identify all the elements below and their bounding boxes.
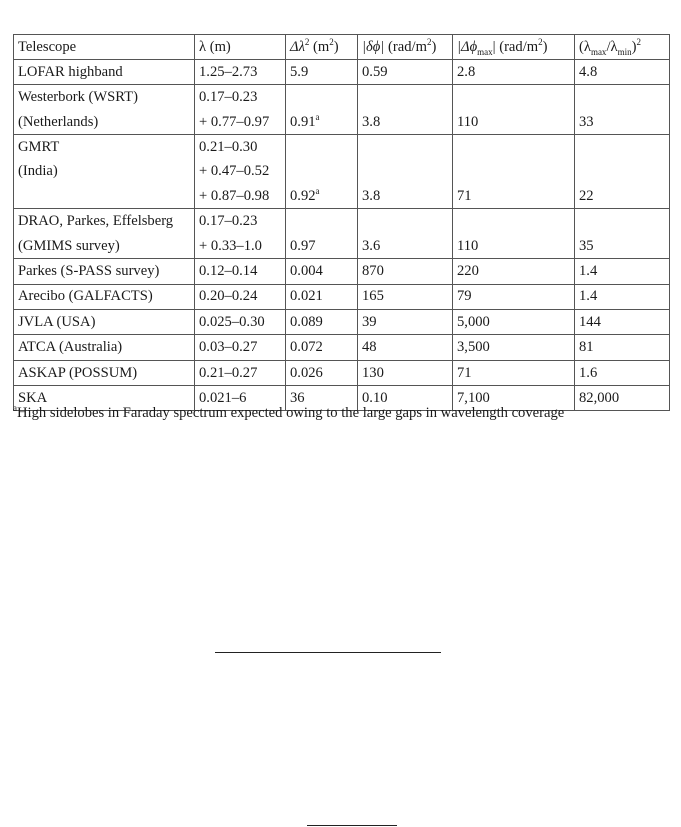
cell-wavelength: 0.17–0.23 [195, 209, 286, 234]
table-row [14, 60, 670, 85]
table-header-row [14, 35, 670, 60]
cell-delta-lambda-squared: 36 [286, 386, 358, 411]
cell-wavelength: 0.03–0.27 [195, 335, 286, 360]
cell-lambda-ratio: 35 [575, 234, 670, 259]
cell-telescope: LOFAR highband [14, 60, 195, 85]
cell-delta-lambda-squared: 5.9 [286, 60, 358, 85]
cell-lambda-ratio: 144 [575, 309, 670, 334]
cell-lambda-ratio: 82,000 [575, 386, 670, 411]
separator-rule [307, 825, 397, 826]
cell-delta-lambda-squared [286, 160, 358, 184]
cell-lambda-ratio [575, 135, 670, 160]
cell-delta-lambda-squared: 0.004 [286, 259, 358, 284]
cell-delta-lambda-squared: 0.072 [286, 335, 358, 360]
cell-wavelength: 1.25–2.73 [195, 60, 286, 85]
cell-wavelength: 0.025–0.30 [195, 309, 286, 334]
cell-delta-lambda-squared [286, 135, 358, 160]
cell-delta-phi: 130 [358, 360, 453, 385]
cell-telescope [14, 184, 195, 209]
cell-delta-phi: 48 [358, 335, 453, 360]
cell-wavelength: + 0.33–1.0 [195, 234, 286, 259]
cell-delta-phi: 3.8 [358, 110, 453, 135]
cell-telescope: SKA [14, 386, 195, 411]
cell-delta-lambda-squared: 0.92$^a$ [286, 184, 358, 209]
table-footnote [13, 405, 564, 422]
cell-telescope: DRAO, Parkes, Effelsberg [14, 209, 195, 234]
cell-wavelength: + 0.87–0.98 [195, 184, 286, 209]
cell-lambda-ratio: 4.8 [575, 60, 670, 85]
cell-delta-lambda-squared [286, 85, 358, 110]
cell-delta-phi-max: 2.8 [453, 60, 575, 85]
cell-delta-phi-max [453, 160, 575, 184]
cell-delta-phi [358, 209, 453, 234]
header-lambda-ratio: $(\lambda_{max}/\lambda_{min})^2$ [575, 35, 670, 60]
cell-delta-phi: 3.6 [358, 234, 453, 259]
footnote-text: High sidelobes in Faraday spectrum expected owing to the large gaps in wavelength coverage [17, 405, 565, 421]
table-row [14, 335, 670, 360]
header-delta-phi: |δϕ| $(rad/m^2)$ [358, 35, 453, 60]
cell-lambda-ratio: 1.4 [575, 259, 670, 284]
cell-delta-phi: 39 [358, 309, 453, 334]
table-row [14, 259, 670, 284]
cell-telescope: Parkes (S-PASS survey) [14, 259, 195, 284]
cell-telescope: ASKAP (POSSUM) [14, 360, 195, 385]
cell-delta-lambda-squared [286, 209, 358, 234]
cell-telescope: (GMIMS survey) [14, 234, 195, 259]
table-row [14, 110, 670, 135]
cell-lambda-ratio [575, 85, 670, 110]
cell-delta-phi-max: 71 [453, 184, 575, 209]
cell-telescope: Westerbork (WSRT) [14, 85, 195, 110]
cell-telescope: GMRT [14, 135, 195, 160]
cell-lambda-ratio: 33 [575, 110, 670, 135]
cell-delta-phi: 0.59 [358, 60, 453, 85]
header-wavelength: λ (m) [195, 35, 286, 60]
cell-telescope: (India) [14, 160, 195, 184]
cell-delta-lambda-squared: 0.97 [286, 234, 358, 259]
cell-delta-phi: 3.8 [358, 184, 453, 209]
cell-delta-phi [358, 135, 453, 160]
cell-delta-phi-max: 110 [453, 110, 575, 135]
header-telescope: Telescope [14, 35, 195, 60]
cell-delta-lambda-squared: 0.021 [286, 284, 358, 309]
header-delta-lambda-squared: $\Delta\lambda^2$ $(m^2)$ [286, 35, 358, 60]
table-row [14, 160, 670, 184]
footnote-marker: a [315, 185, 320, 196]
cell-wavelength: 0.20–0.24 [195, 284, 286, 309]
cell-delta-phi [358, 85, 453, 110]
header-delta-phi-max: $|\Delta\phi_{max}|$ $(rad/m^2)$ [453, 35, 575, 60]
cell-delta-lambda-squared: 0.026 [286, 360, 358, 385]
cell-delta-phi: 165 [358, 284, 453, 309]
cell-lambda-ratio: 1.6 [575, 360, 670, 385]
cell-lambda-ratio: 22 [575, 184, 670, 209]
cell-delta-phi-max: 79 [453, 284, 575, 309]
cell-wavelength: 0.12–0.14 [195, 259, 286, 284]
cell-delta-phi-max: 5,000 [453, 309, 575, 334]
cell-delta-phi-max: 220 [453, 259, 575, 284]
cell-telescope: JVLA (USA) [14, 309, 195, 334]
cell-delta-phi [358, 160, 453, 184]
cell-wavelength: + 0.47–0.52 [195, 160, 286, 184]
cell-wavelength: 0.17–0.23 [195, 85, 286, 110]
cell-wavelength: 0.021–6 [195, 386, 286, 411]
cell-delta-phi-max [453, 209, 575, 234]
table-row [14, 234, 670, 259]
cell-delta-lambda-squared: 0.089 [286, 309, 358, 334]
footnote-mark: a [13, 403, 17, 414]
table-row [14, 85, 670, 110]
cell-delta-phi: 870 [358, 259, 453, 284]
cell-lambda-ratio [575, 209, 670, 234]
cell-wavelength: 0.21–0.30 [195, 135, 286, 160]
cell-delta-phi-max: 7,100 [453, 386, 575, 411]
cell-delta-phi-max: 3,500 [453, 335, 575, 360]
cell-delta-phi-max [453, 135, 575, 160]
cell-wavelength: 0.21–0.27 [195, 360, 286, 385]
cell-lambda-ratio: 1.4 [575, 284, 670, 309]
cell-delta-phi-max [453, 85, 575, 110]
table-row [14, 309, 670, 334]
separator-rule [215, 652, 441, 653]
footnote-marker: a [315, 111, 320, 122]
cell-telescope: (Netherlands) [14, 110, 195, 135]
table-row [14, 135, 670, 160]
table-row [14, 184, 670, 209]
cell-telescope: Arecibo (GALFACTS) [14, 284, 195, 309]
cell-lambda-ratio: 81 [575, 335, 670, 360]
cell-telescope: ATCA (Australia) [14, 335, 195, 360]
table-row [14, 209, 670, 234]
cell-delta-phi-max: 71 [453, 360, 575, 385]
cell-delta-phi-max: 110 [453, 234, 575, 259]
cell-delta-phi: 0.10 [358, 386, 453, 411]
table-row [14, 284, 670, 309]
cell-wavelength: + 0.77–0.97 [195, 110, 286, 135]
cell-delta-lambda-squared: 0.91$^a$ [286, 110, 358, 135]
cell-lambda-ratio [575, 160, 670, 184]
table-row [14, 360, 670, 385]
